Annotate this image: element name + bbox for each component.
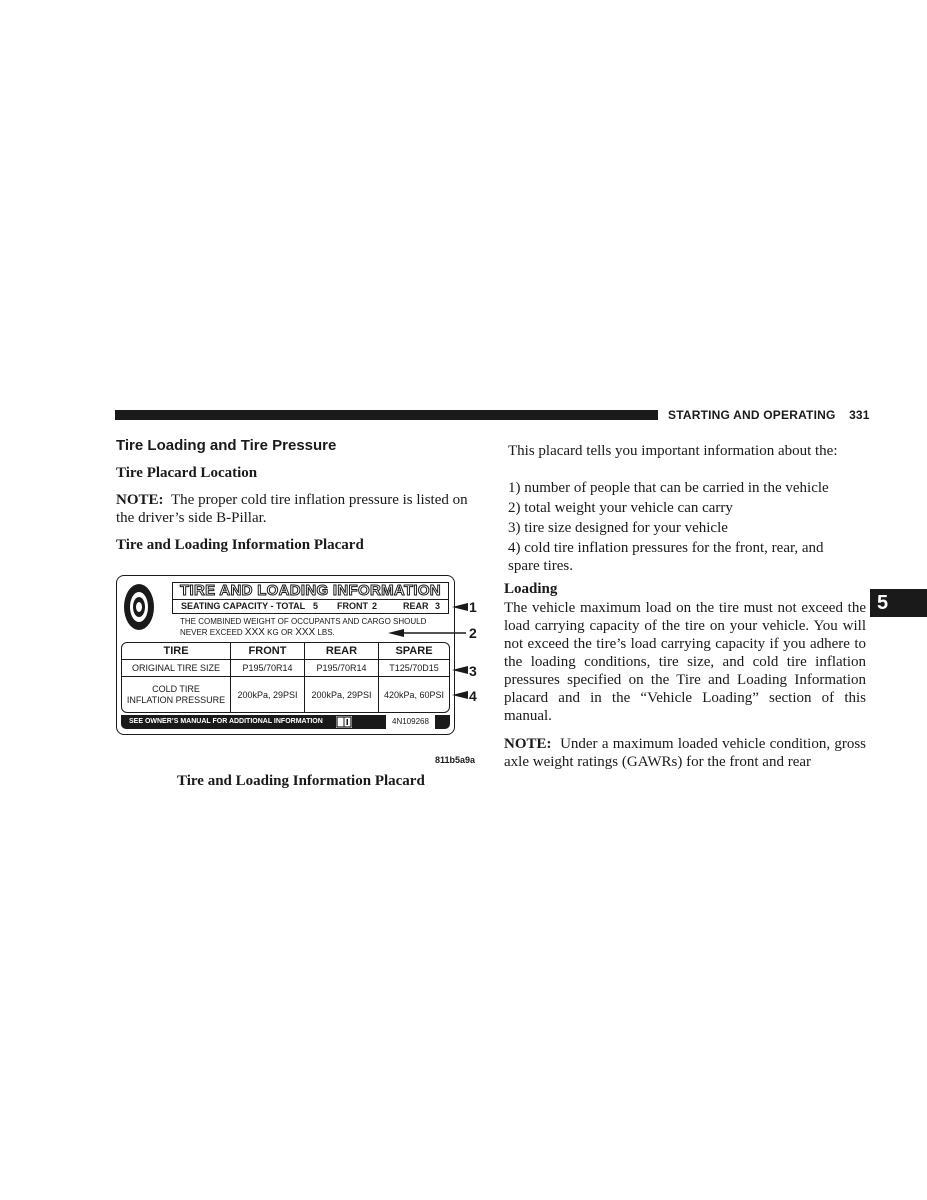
seating-label: SEATING CAPACITY - TOTAL: [181, 601, 306, 611]
placard-footer: [121, 715, 450, 729]
loading-heading: Loading: [504, 581, 558, 597]
seating-total: 5: [313, 601, 319, 611]
lbs-value: XXX: [295, 627, 316, 638]
list-item: 3) tire size designed for your vehicle: [508, 520, 728, 536]
header-rule: [115, 410, 658, 420]
figure-caption: Tire and Loading Information Placard: [177, 773, 425, 789]
spare-pressure: 420kPa, 60PSI: [379, 677, 450, 712]
rear-seat-value: 3: [435, 601, 441, 611]
chapter-tab: 5: [870, 589, 927, 617]
placard-part-number: 4N109268: [386, 715, 435, 729]
header-tire: TIRE: [122, 643, 231, 660]
note-paragraph: [116, 491, 478, 527]
header-section: STARTING AND OPERATING: [668, 408, 836, 422]
kg-value: XXX: [244, 627, 265, 638]
front-tire-size: P195/70R14: [231, 660, 305, 677]
running-header: [668, 408, 870, 422]
footer-text: SEE OWNER’S MANUAL FOR ADDITIONAL INFORMATION: [129, 718, 323, 725]
pressure-label: [122, 677, 231, 712]
page-number: 331: [849, 408, 870, 422]
note-paragraph-2: [504, 735, 866, 771]
callout-3: 3: [469, 663, 477, 679]
intro-paragraph: This placard tells you important information about the:: [508, 443, 838, 459]
kg-or-label: KG OR: [267, 628, 293, 637]
note-label: NOTE:: [116, 492, 164, 508]
callout-2: 2: [469, 625, 477, 641]
list-item: 1) number of people that can be carried in the vehicle: [508, 480, 829, 496]
note-text: Under a maximum loaded vehicle condition, gross axle weight ratings (GAWRs) for the front and rear: [504, 736, 867, 770]
section-title: Tire Loading and Tire Pressure: [116, 437, 337, 454]
pressure-label-line1: COLD TIRE: [152, 683, 200, 694]
placard-title: TIRE AND LOADING INFORMATION: [172, 582, 449, 600]
rear-pressure: 200kPa, 29PSI: [305, 677, 379, 712]
spare-tire-size: T125/70D15: [379, 660, 450, 677]
front-pressure: 200kPa, 29PSI: [231, 677, 305, 712]
list-item: 2) total weight your vehicle can carry: [508, 500, 733, 516]
subheading-placard-location: Tire Placard Location: [116, 465, 258, 481]
figure-code: 811b5a9a: [435, 755, 476, 765]
rear-seat-label: REAR: [403, 601, 429, 611]
pressure-label-line2: INFLATION PRESSURE: [126, 694, 226, 705]
never-exceed-label: NEVER EXCEED: [180, 628, 243, 637]
tire-size-label: ORIGINAL TIRE SIZE: [122, 660, 231, 677]
header-rear: REAR: [305, 643, 379, 660]
lbs-label: LBS.: [317, 628, 335, 637]
combined-weight-line: THE COMBINED WEIGHT OF OCCUPANTS AND CARGO SHOULD: [180, 617, 427, 626]
never-exceed-line: [180, 627, 335, 638]
note-label: NOTE:: [504, 736, 552, 752]
loading-paragraph: The vehicle maximum load on the tire must not exceed the load carrying capacity of the tire on your vehicle. You will not exceed the tire’s load carrying capacity if you adhere to the loading conditions, tire size, and cold tire inflation pressures specified on the Tire and Loading Information placard and in the “Vehicle Loading” section of this manual.: [504, 600, 866, 724]
front-seat-value: 2: [372, 601, 378, 611]
callout-1: 1: [469, 599, 477, 615]
header-front: FRONT: [231, 643, 305, 660]
manual-book-icon: [336, 716, 352, 728]
subheading-placard: Tire and Loading Information Placard: [116, 537, 364, 553]
front-seat-label: FRONT: [337, 601, 368, 611]
tire-icon: [121, 582, 167, 632]
list-item: 4) cold tire inflation pressures for the front, rear, and spare tires.: [508, 540, 824, 574]
callout-4: 4: [469, 688, 477, 704]
rear-tire-size: P195/70R14: [305, 660, 379, 677]
callout-arrows: [380, 595, 470, 710]
note-text: The proper cold tire inflation pressure is listed on the driver’s side B-Pillar.: [116, 492, 468, 526]
header-spare: SPARE: [379, 643, 450, 660]
